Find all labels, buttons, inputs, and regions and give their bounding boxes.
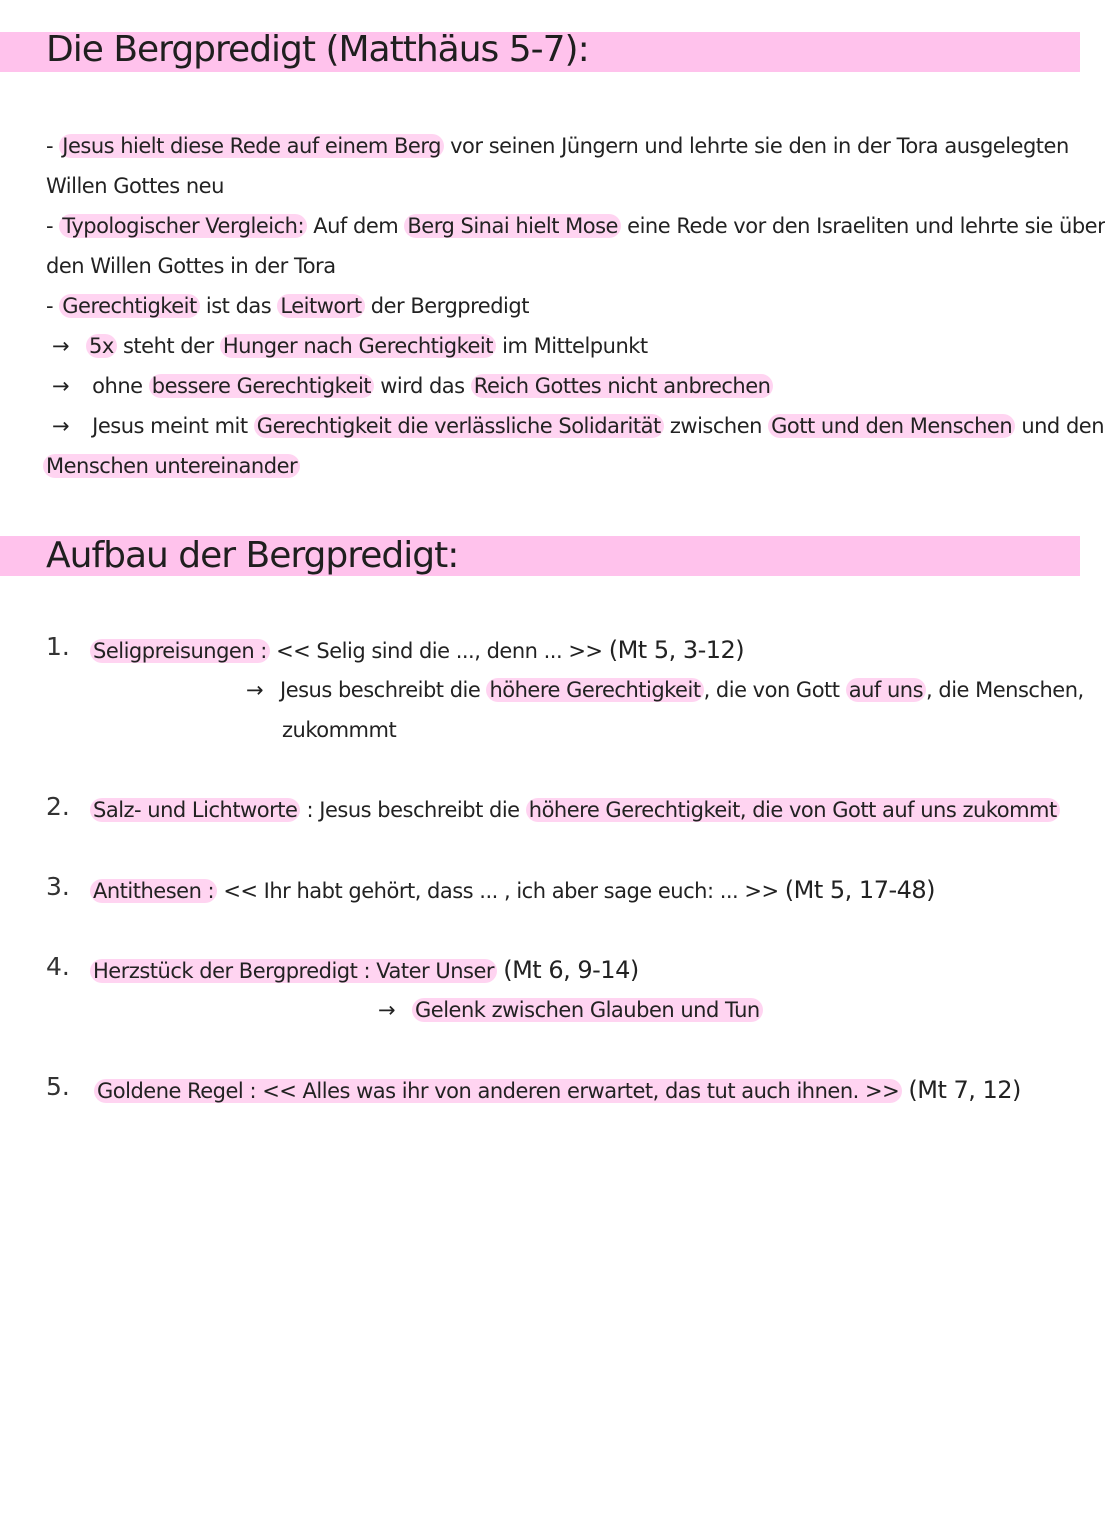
list-number: 2. — [46, 792, 70, 821]
list-item-seligpreisungen: Seligpreisungen : << Selig sind die ..., denn ... >> (Mt 5, 3-12) — [90, 636, 744, 665]
arrow-right-icon: → — [52, 374, 70, 398]
list-item-antithesen: Antithesen : << Ihr habt gehört, dass ... , ich aber sage euch: ... >> (Mt 5, 17-48) — [90, 876, 935, 905]
list-item-seligpreisungen-detail-2: zukommmt — [282, 718, 397, 742]
list-item-salz-lichtworte: Salz- und Lichtworte : Jesus beschreibt die höhere Gerechtigkeit, die von Gott auf uns zukommt — [90, 796, 1060, 824]
list-item-goldene-regel: Goldene Regel : << Alles was ihr von anderen erwartet, das tut auch ihnen. >> (Mt 7, 12) — [94, 1076, 1021, 1105]
text-line-5: - Gerechtigkeit ist das Leitwort der Bergpredigt — [46, 294, 529, 318]
text-line-3: - Typologischer Vergleich: Auf dem Berg Sinai hielt Mose eine Rede vor den Israeliten und lehrte sie über — [46, 214, 1105, 238]
list-number: 4. — [46, 952, 70, 981]
arrow-right-icon: → — [378, 998, 396, 1022]
section-title-bergpredigt: Die Bergpredigt (Matthäus 5-7): — [46, 29, 589, 70]
text-line-7: → ohne bessere Gerechtigkeit wird das Reich Gottes nicht anbrechen — [52, 372, 773, 400]
arrow-right-icon: → — [52, 414, 70, 438]
list-number: 5. — [46, 1072, 70, 1101]
text-line-2: Willen Gottes neu — [46, 174, 224, 198]
arrow-right-icon: → — [52, 334, 70, 358]
arrow-right-icon: → — [246, 678, 264, 702]
list-item-vater-unser: Herzstück der Bergpredigt : Vater Unser (Mt 6, 9-14) — [90, 956, 639, 985]
list-item-seligpreisungen-detail: → Jesus beschreibt die höhere Gerechtigkeit , die von Gott auf uns , die Menschen, — [246, 678, 1084, 702]
text-line-6: → 5x steht der Hunger nach Gerechtigkeit im Mittelpunkt — [52, 334, 648, 358]
section-title-aufbau: Aufbau der Bergpredigt: — [46, 535, 459, 576]
text-line-1: - Jesus hielt diese Rede auf einem Berg vor seinen Jüngern und lehrte sie den in der Tora ausgelegten — [46, 134, 1069, 158]
text-line-4: den Willen Gottes in der Tora — [46, 254, 336, 278]
list-number: 1. — [46, 632, 70, 661]
text-line-9: Menschen untereinander — [43, 452, 300, 480]
list-number: 3. — [46, 872, 70, 901]
text-line-8: → Jesus meint mit Gerechtigkeit die verlässliche Solidarität zwischen Gott und den Menschen und den — [52, 414, 1104, 438]
list-item-vater-unser-detail: → Gelenk zwischen Glauben und Tun — [378, 996, 763, 1024]
